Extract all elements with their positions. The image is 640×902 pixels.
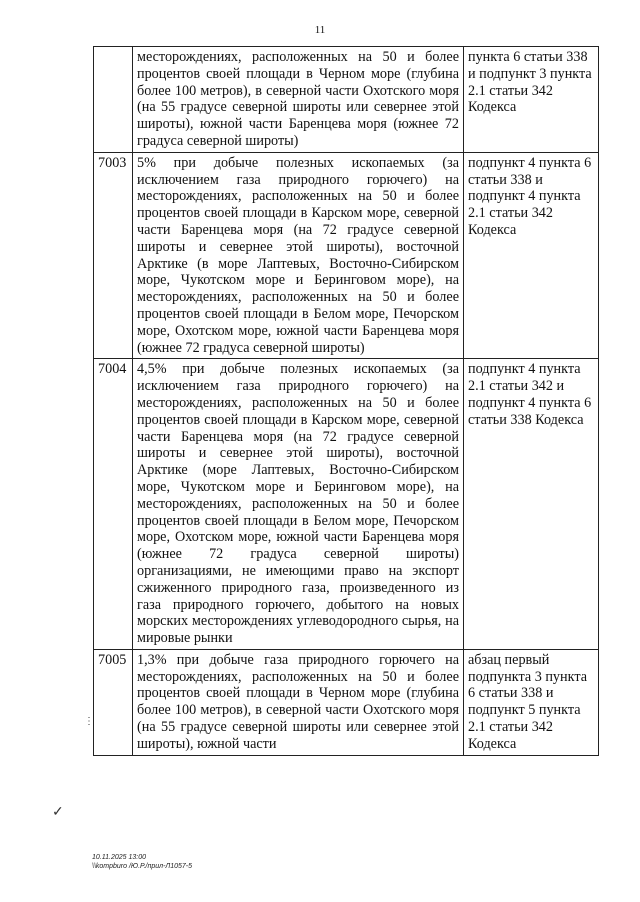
table-row [94,47,599,153]
row-description: 4,5% при добыче полезных ископаемых (за исключением газа природного горючего) на месторождениях, расположенных на 50 и более процентов своей площади в Карском море, северной части Баренцева моря (на 72 градусе северной широты и севернее этой широты), восточной Арктике (море Лаптевых, Восточно-Сибирском море, Чукотском море и Беринговом море), на месторождениях, расположенных на 50 и более процентов своей площади в Белом море, Печорском море, Охотском море, южной части Баренцева моря (южнее 72 градуса северной широты) организациями, не имеющими право на экспорт сжиженного природного газа, произведенного из газа природного горючего, добытого на новых морских месторождениях углеводородного сырья, на мировые рынки [133,359,464,650]
tax-rate-table [93,46,599,756]
row-legal-reference: абзац первый подпункта 3 пункта 6 статьи 338 и подпункт 5 пункта 2.1 статьи 342 Кодекса [464,649,599,755]
margin-dots-mark: ⋮ [84,716,94,727]
handwritten-check-mark: ✓ [52,805,64,820]
row-code: 7003 [94,152,133,359]
table-row [94,649,599,755]
document-footer [92,853,192,871]
row-description: 5% при добыче полезных ископаемых (за исключением газа природного горючего) на месторождениях, расположенных на 50 и более процентов своей площади в Карском море, северной части Баренцева моря (на 72 градусе северной широты и севернее этой широты), восточной Арктике (в море Лаптевых, Восточно-Сибирском море, Чукотском море и Беринговом море), на месторождениях, расположенных на 50 и более процентов своей площади в Белом море, Печорском море, Охотском море, южной части Баренцева моря (южнее 72 градуса северной широты) [133,152,464,359]
row-legal-reference: подпункт 4 пункта 6 статьи 338 и подпункт 4 пункта 2.1 статьи 342 Кодекса [464,152,599,359]
table-row [94,152,599,359]
row-legal-reference: пункта 6 статьи 338 и подпункт 3 пункта 2.1 статьи 342 Кодекса [464,47,599,153]
footer-file-path: \\kompburo /Ю.Р./прил-Л1057-5 [92,863,192,870]
footer-timestamp: 10.11.2025 13:00 [92,854,146,861]
row-code: 7005 [94,649,133,755]
row-code [94,47,133,153]
table-row [94,359,599,650]
row-description: 1,3% при добыче газа природного горючего на месторождениях, расположенных на 50 и более процентов своей площади в Черном море (глубина более 100 метров), в северной части Охотского моря (на 55 градусе северной широты или севернее этой широты), южной части [133,649,464,755]
row-code: 7004 [94,359,133,650]
row-description: месторождениях, расположенных на 50 и более процентов своей площади в Черном море (глубина более 100 метров), в северной части Охотского моря (на 55 градусе северной широты или севернее этой широты), южной части Баренцева моря (южнее 72 градуса северной широты) [133,47,464,153]
row-legal-reference: подпункт 4 пункта 2.1 статьи 342 и подпункт 4 пункта 6 статьи 338 Кодекса [464,359,599,650]
page-number: 11 [314,24,326,36]
